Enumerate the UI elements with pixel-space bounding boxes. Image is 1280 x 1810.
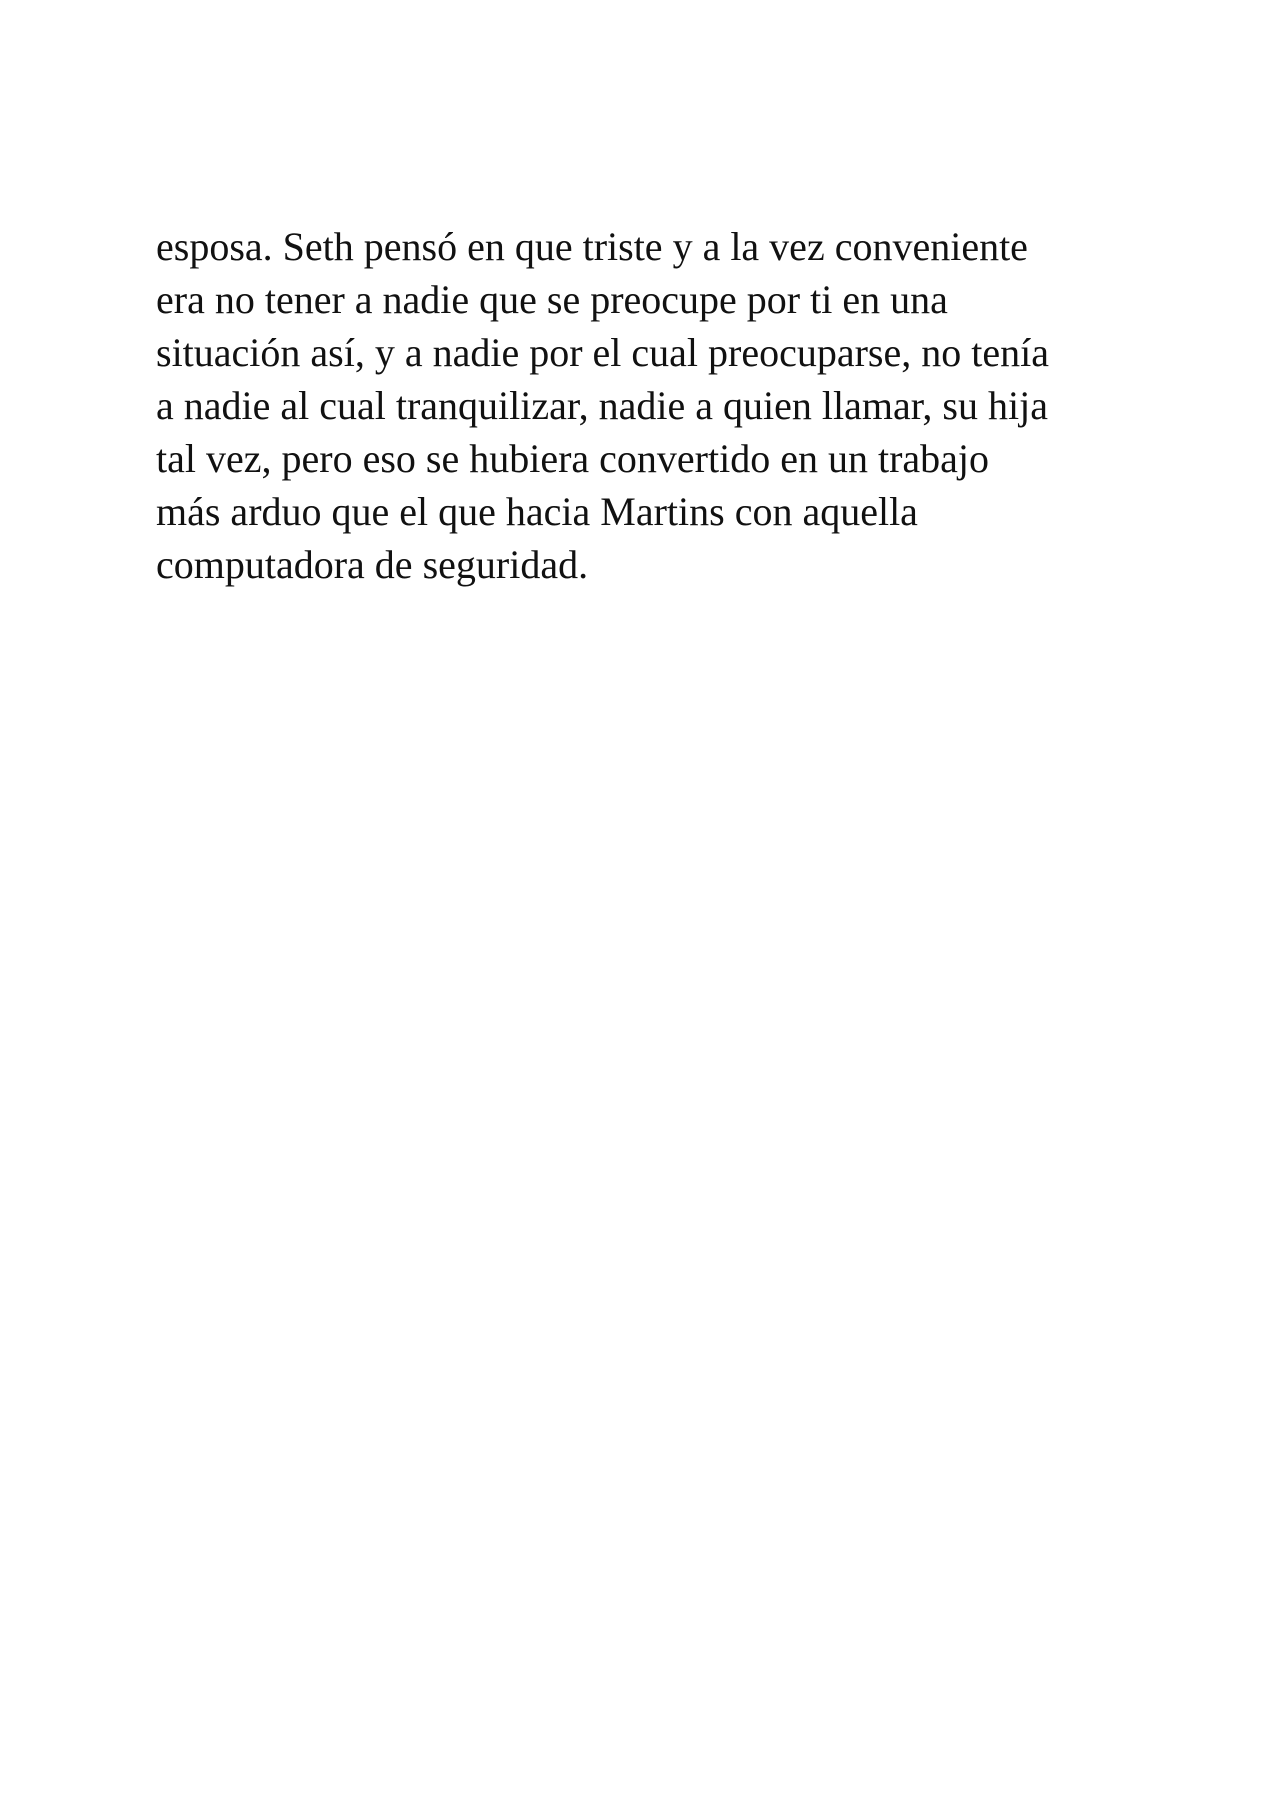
paragraph-line: más arduo que el que hacia Martins con aquella [156,489,918,534]
paragraph-line: esposa. Seth pensó en que triste y a la vez conveniente [156,224,1028,269]
paragraph-line: a nadie al cual tranquilizar, nadie a quien llamar, su hija [156,383,1048,428]
paragraph-line: computadora de seguridad. [156,542,589,587]
paragraph-line: tal vez, pero eso se hubiera convertido en un trabajo [156,436,990,481]
paragraph-line: era no tener a nadie que se preocupe por ti en una [156,277,948,322]
body-paragraph [156,220,1156,591]
paragraph-line: situación así, y a nadie por el cual preocuparse, no tenía [156,330,1049,375]
